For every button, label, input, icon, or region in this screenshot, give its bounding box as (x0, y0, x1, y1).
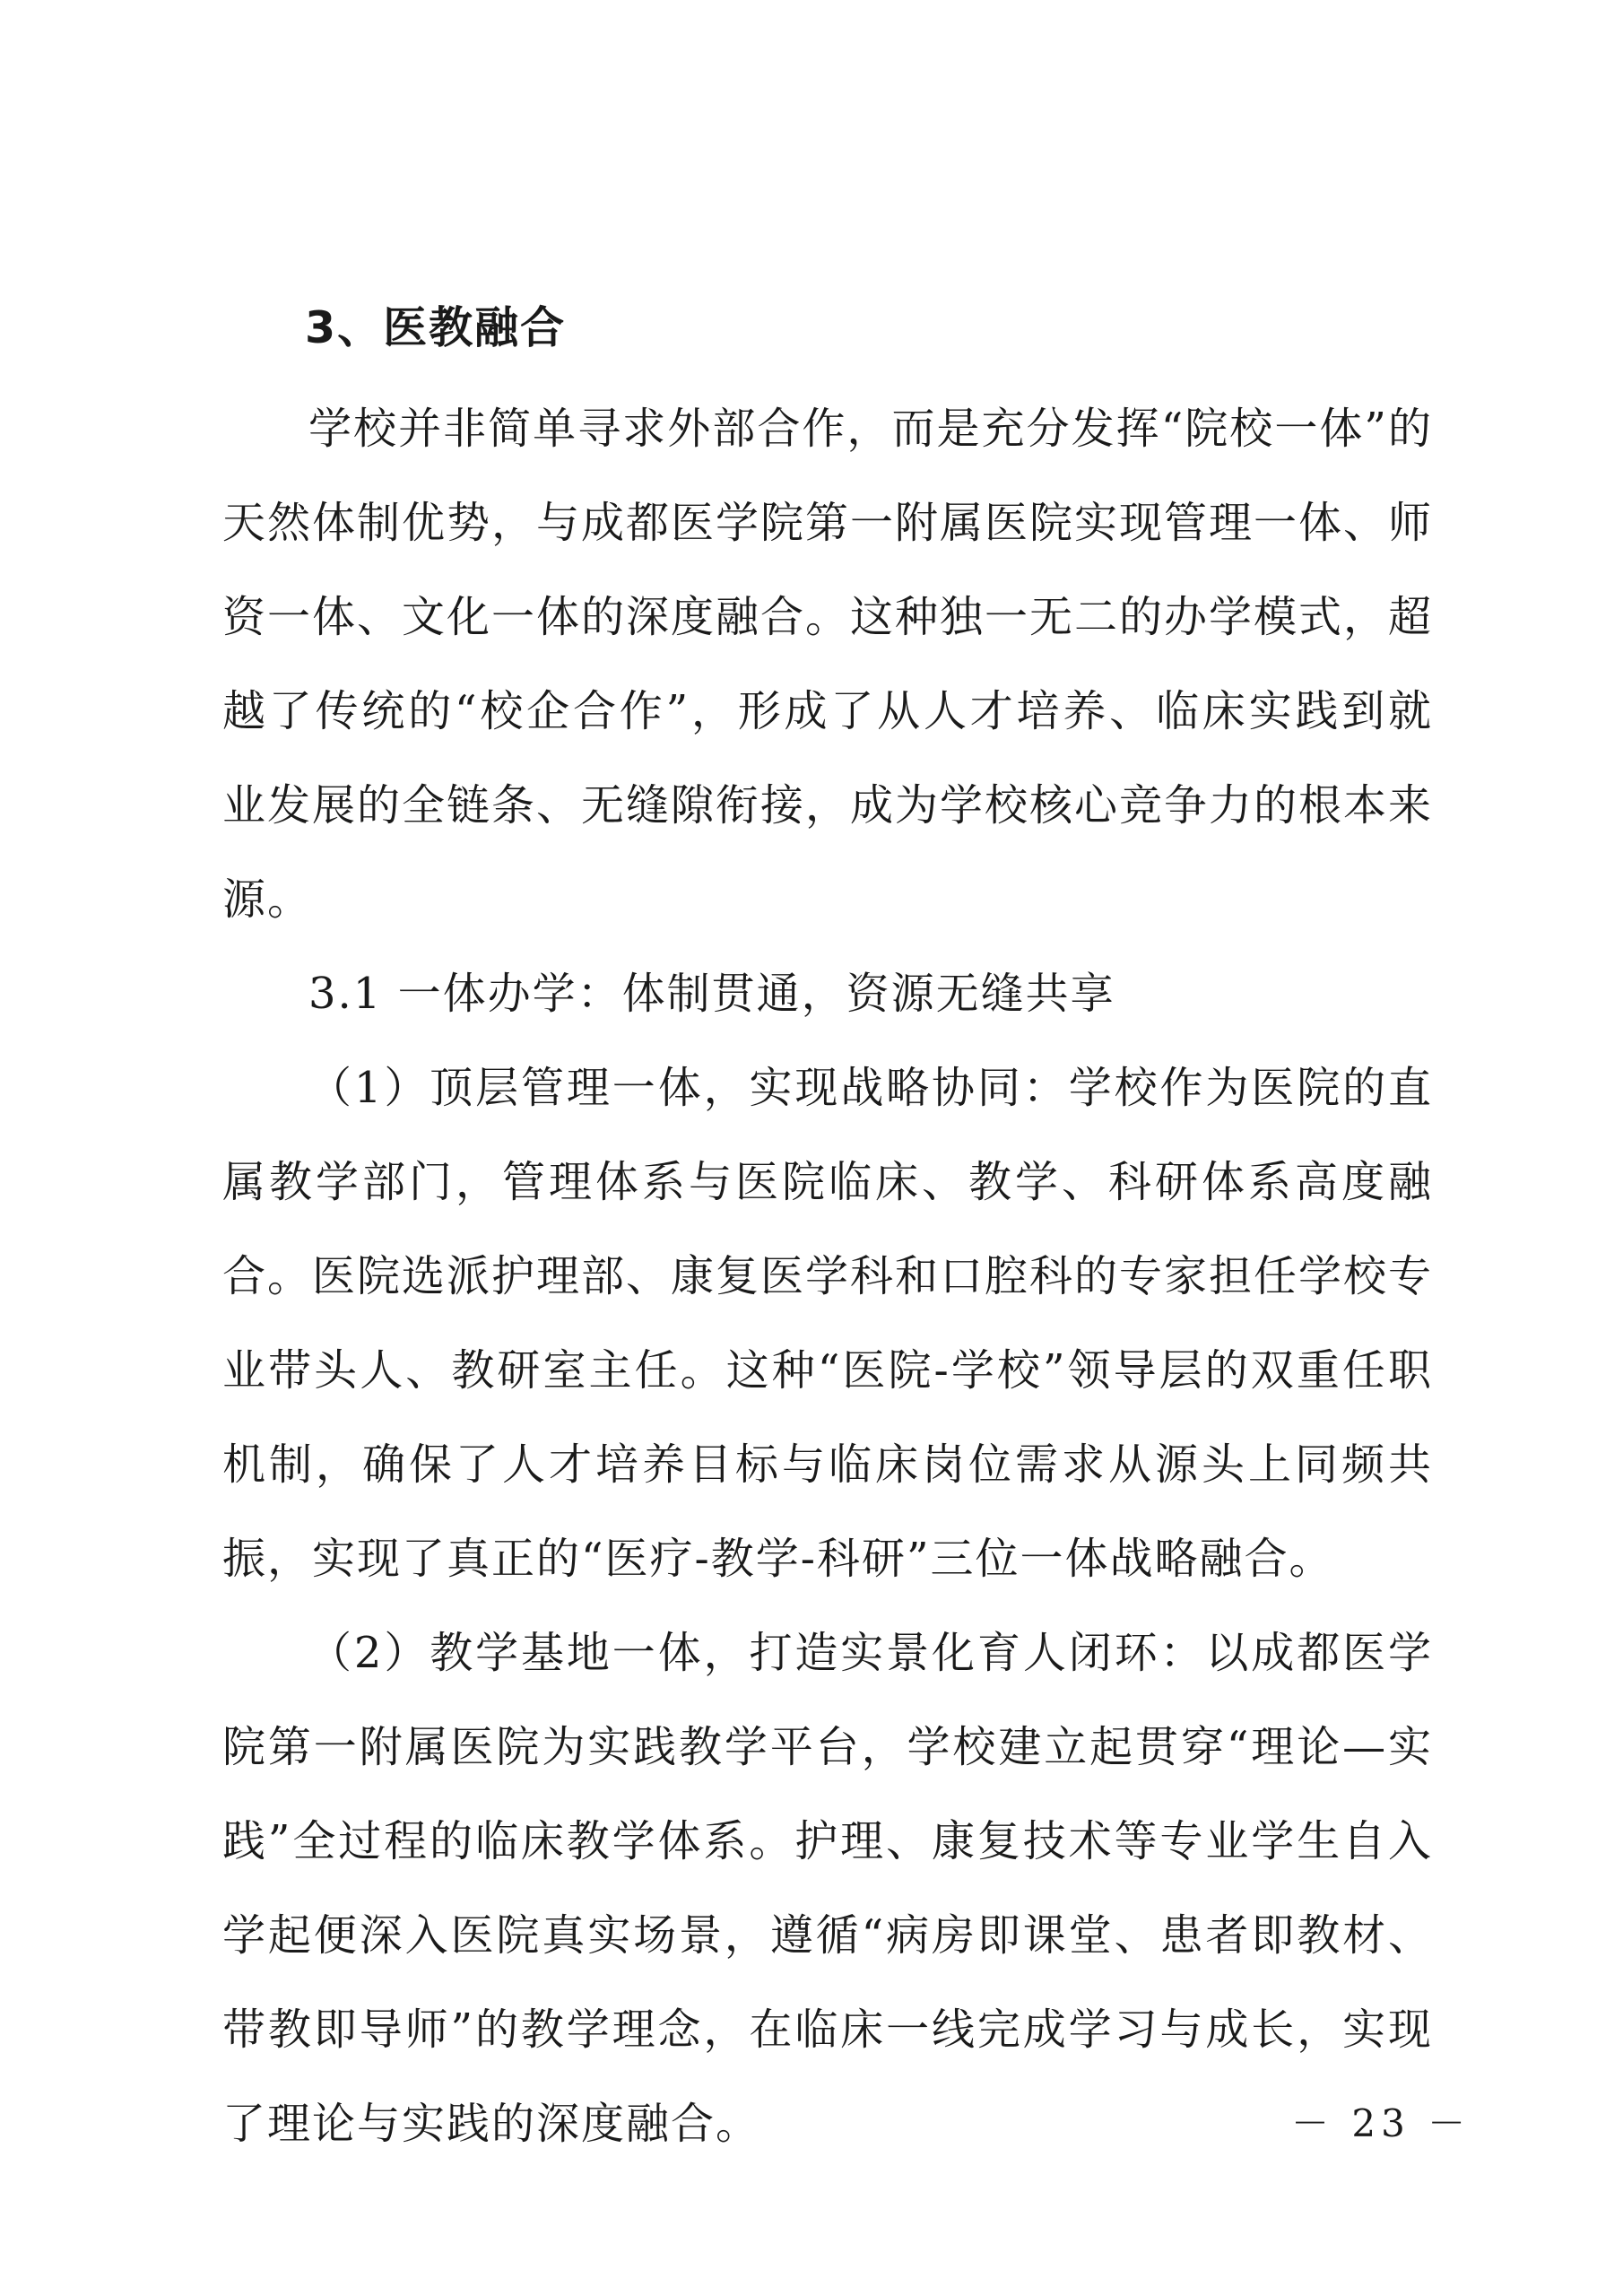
page-number: － 23 － (1291, 2101, 1471, 2145)
item-2-paragraph: （2）教学基地一体，打造实景化育人闭环：以成都医学院第一附属医院为实践教学平台，学校建立起贯穿“理论—实践”全过程的临床教学体系。护理、康复技术等专业学生自入学起便深入医院真实场景，遵循“病房即课堂、患者即教材、带教即导师”的教学理念，在临床一线完成学习与成长，实现了理论与实践的深度融合。 (222, 1628, 1433, 2149)
intro-paragraph: 学校并非简单寻求外部合作，而是充分发挥“院校一体”的天然体制优势，与成都医学院第一附属医院实现管理一体、师资一体、文化一体的深度融合。这种独一无二的办学模式，超越了传统的“校企合作”，形成了从人才培养、临床实践到就业发展的全链条、无缝隙衔接，成为学校核心竞争力的根本来源。 (222, 404, 1434, 925)
section-heading: 3、医教融合 (305, 302, 567, 353)
item-1-paragraph: （1）顶层管理一体，实现战略协同：学校作为医院的直属教学部门，管理体系与医院临床、教学、科研体系高度融合。医院选派护理部、康复医学科和口腔科的专家担任学校专业带头人、教研室主任。这种“医院-学校”领导层的双重任职机制，确保了人才培养目标与临床岗位需求从源头上同频共振，实现了真正的“医疗-教学-科研”三位一体战略融合。 (222, 1063, 1434, 1584)
subsection-heading: 3.1 一体办学：体制贯通，资源无缝共享 (308, 969, 1115, 1019)
document-body (222, 296, 1433, 2171)
